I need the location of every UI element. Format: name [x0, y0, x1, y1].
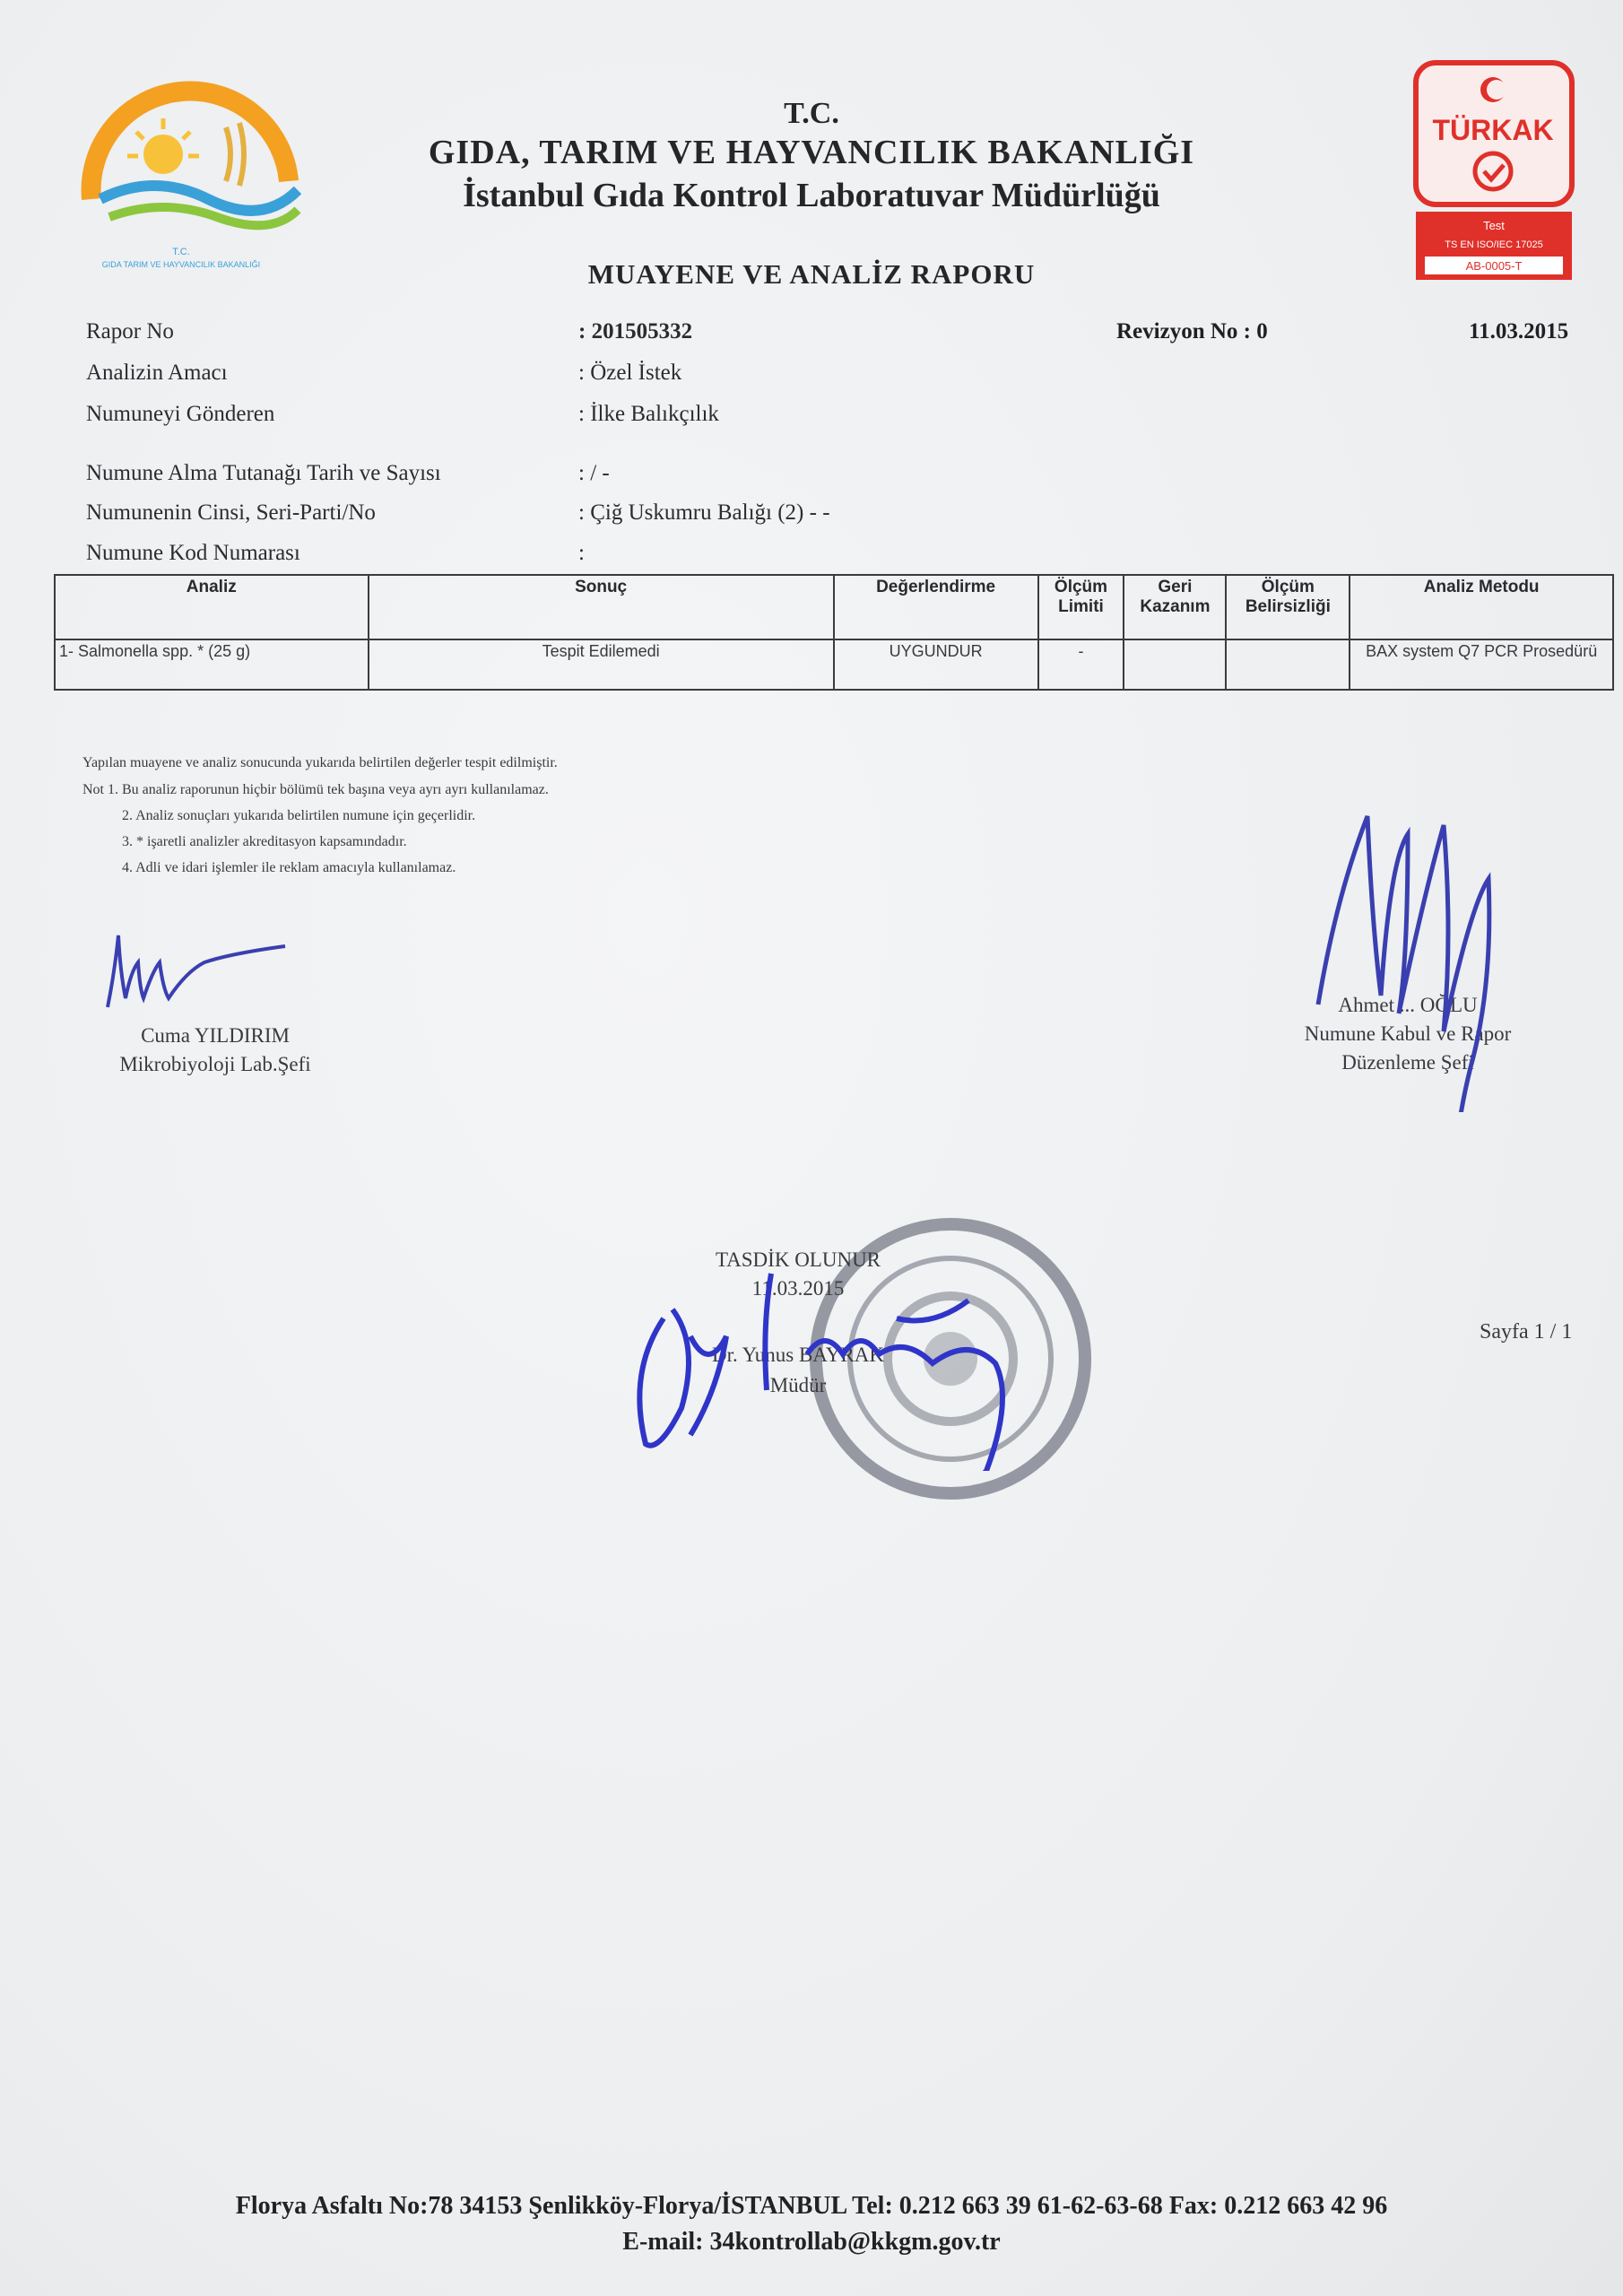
col-analiz: Analiz — [55, 575, 369, 639]
note-intro: Yapılan muayene ve analiz sonucunda yukarıda belirtilen değerler tespit edilmiştir. — [82, 755, 558, 770]
analysis-table — [54, 574, 1614, 691]
right-sign-name: Ahmet ... OĞLU — [1338, 994, 1478, 1016]
right-sign-title-2: Düzenleme Şefi — [1341, 1051, 1474, 1074]
tutanak-label: Numune Alma Tutanağı Tarih ve Sayısı — [86, 461, 441, 485]
header-lab: İstanbul Gıda Kontrol Laboratuvar Müdürlüğü — [463, 177, 1160, 214]
cell-olcum-belirsizligi — [1226, 639, 1350, 690]
center-signature-icon — [628, 1265, 1094, 1471]
svg-text:Test: Test — [1483, 219, 1505, 232]
tutanak-value: : / - — [578, 461, 610, 485]
note-3: 3. * işaretli analizler akreditasyon kapsamındadır. — [122, 834, 407, 849]
center-approve-4: Müdür — [769, 1374, 827, 1396]
center-approve-1: TASDİK OLUNUR — [715, 1248, 881, 1271]
revizyon-no: Revizyon No : 0 — [1116, 319, 1268, 344]
col-sonuc: Sonuç — [369, 575, 834, 639]
kod-label: Numune Kod Numarası — [86, 541, 300, 565]
report-date: 11.03.2015 — [1469, 319, 1569, 344]
amac-value: : Özel İstek — [578, 361, 682, 385]
gonderen-value: : İlke Balıkçılık — [578, 402, 719, 426]
svg-text:GIDA TARIM VE HAYVANCILIK BAKA: GIDA TARIM VE HAYVANCILIK BAKANLIĞI — [101, 260, 261, 269]
cell-sonuc: Tespit Edilemedi — [369, 639, 834, 690]
cell-analiz: 1- Salmonella spp. * (25 g) — [55, 639, 369, 690]
rapor-no-value: : 201505332 — [578, 319, 693, 344]
left-sign-name: Cuma YILDIRIM — [141, 1024, 290, 1047]
table-row — [55, 639, 1613, 690]
note-4: 4. Adli ve idari işlemler ile reklam amacıyla kullanılamaz. — [122, 860, 456, 875]
cell-olcum-limiti: - — [1038, 639, 1124, 690]
col-olcum-belirsizligi: Ölçüm Belirsizliği — [1226, 575, 1350, 639]
col-olcum-limiti: Ölçüm Limiti — [1038, 575, 1124, 639]
footer-email: E-mail: 34kontrollab@kkgm.gov.tr — [622, 2228, 1001, 2256]
right-signature-icon — [1300, 807, 1533, 1112]
col-degerlendirme: Değerlendirme — [834, 575, 1038, 639]
col-analiz-metodu: Analiz Metodu — [1350, 575, 1613, 639]
right-sign-title-1: Numune Kabul ve Rapor — [1304, 1022, 1512, 1045]
col-geri-kazanim: Geri Kazanım — [1124, 575, 1226, 639]
left-sign-title: Mikrobiyoloji Lab.Şefi — [119, 1053, 311, 1075]
rapor-no-label: Rapor No — [86, 319, 174, 344]
amac-label: Analizin Amacı — [86, 361, 228, 385]
svg-text:TS EN ISO/IEC 17025: TS EN ISO/IEC 17025 — [1445, 239, 1543, 250]
center-approve-3: Dr. Yunus BAYRAK — [712, 1344, 884, 1366]
cell-degerlendirme: UYGUNDUR — [834, 639, 1038, 690]
cins-label: Numunenin Cinsi, Seri-Parti/No — [86, 500, 376, 525]
header-tc: T.C. — [784, 97, 839, 130]
svg-text:TÜRKAK: TÜRKAK — [1432, 114, 1554, 146]
svg-text:AB-0005-T: AB-0005-T — [1465, 259, 1523, 273]
note-2: 2. Analiz sonuçları yukarıda belirtilen numune için geçerlidir. — [122, 808, 476, 823]
cell-analiz-metodu: BAX system Q7 PCR Prosedürü — [1350, 639, 1613, 690]
left-signature-icon — [99, 922, 305, 1021]
report-title: MUAYENE VE ANALİZ RAPORU — [587, 258, 1036, 290]
footer-address: Florya Asfaltı No:78 34153 Şenlikköy-Florya/İSTANBUL Tel: 0.212 663 39 61-62-63-68 Fax: 0.212 663 42 96 — [235, 2192, 1388, 2220]
header-ministry: GIDA, TARIM VE HAYVANCILIK BAKANLIĞI — [428, 134, 1195, 171]
table-header-row — [55, 575, 1613, 639]
kod-value: : — [578, 541, 585, 565]
note-1: Not 1. Bu analiz raporunun hiçbir bölümü tek başına veya ayrı ayrı kullanılamaz. — [82, 782, 549, 797]
gonderen-label: Numuneyi Gönderen — [86, 402, 275, 426]
page-number: Sayfa 1 / 1 — [1480, 1320, 1573, 1344]
cins-value: : Çiğ Uskumru Balığı (2) - - — [578, 500, 830, 525]
svg-text:T.C.: T.C. — [172, 247, 190, 257]
center-approve-2: 11.03.2015 — [751, 1277, 845, 1300]
cell-geri-kazanim — [1124, 639, 1226, 690]
